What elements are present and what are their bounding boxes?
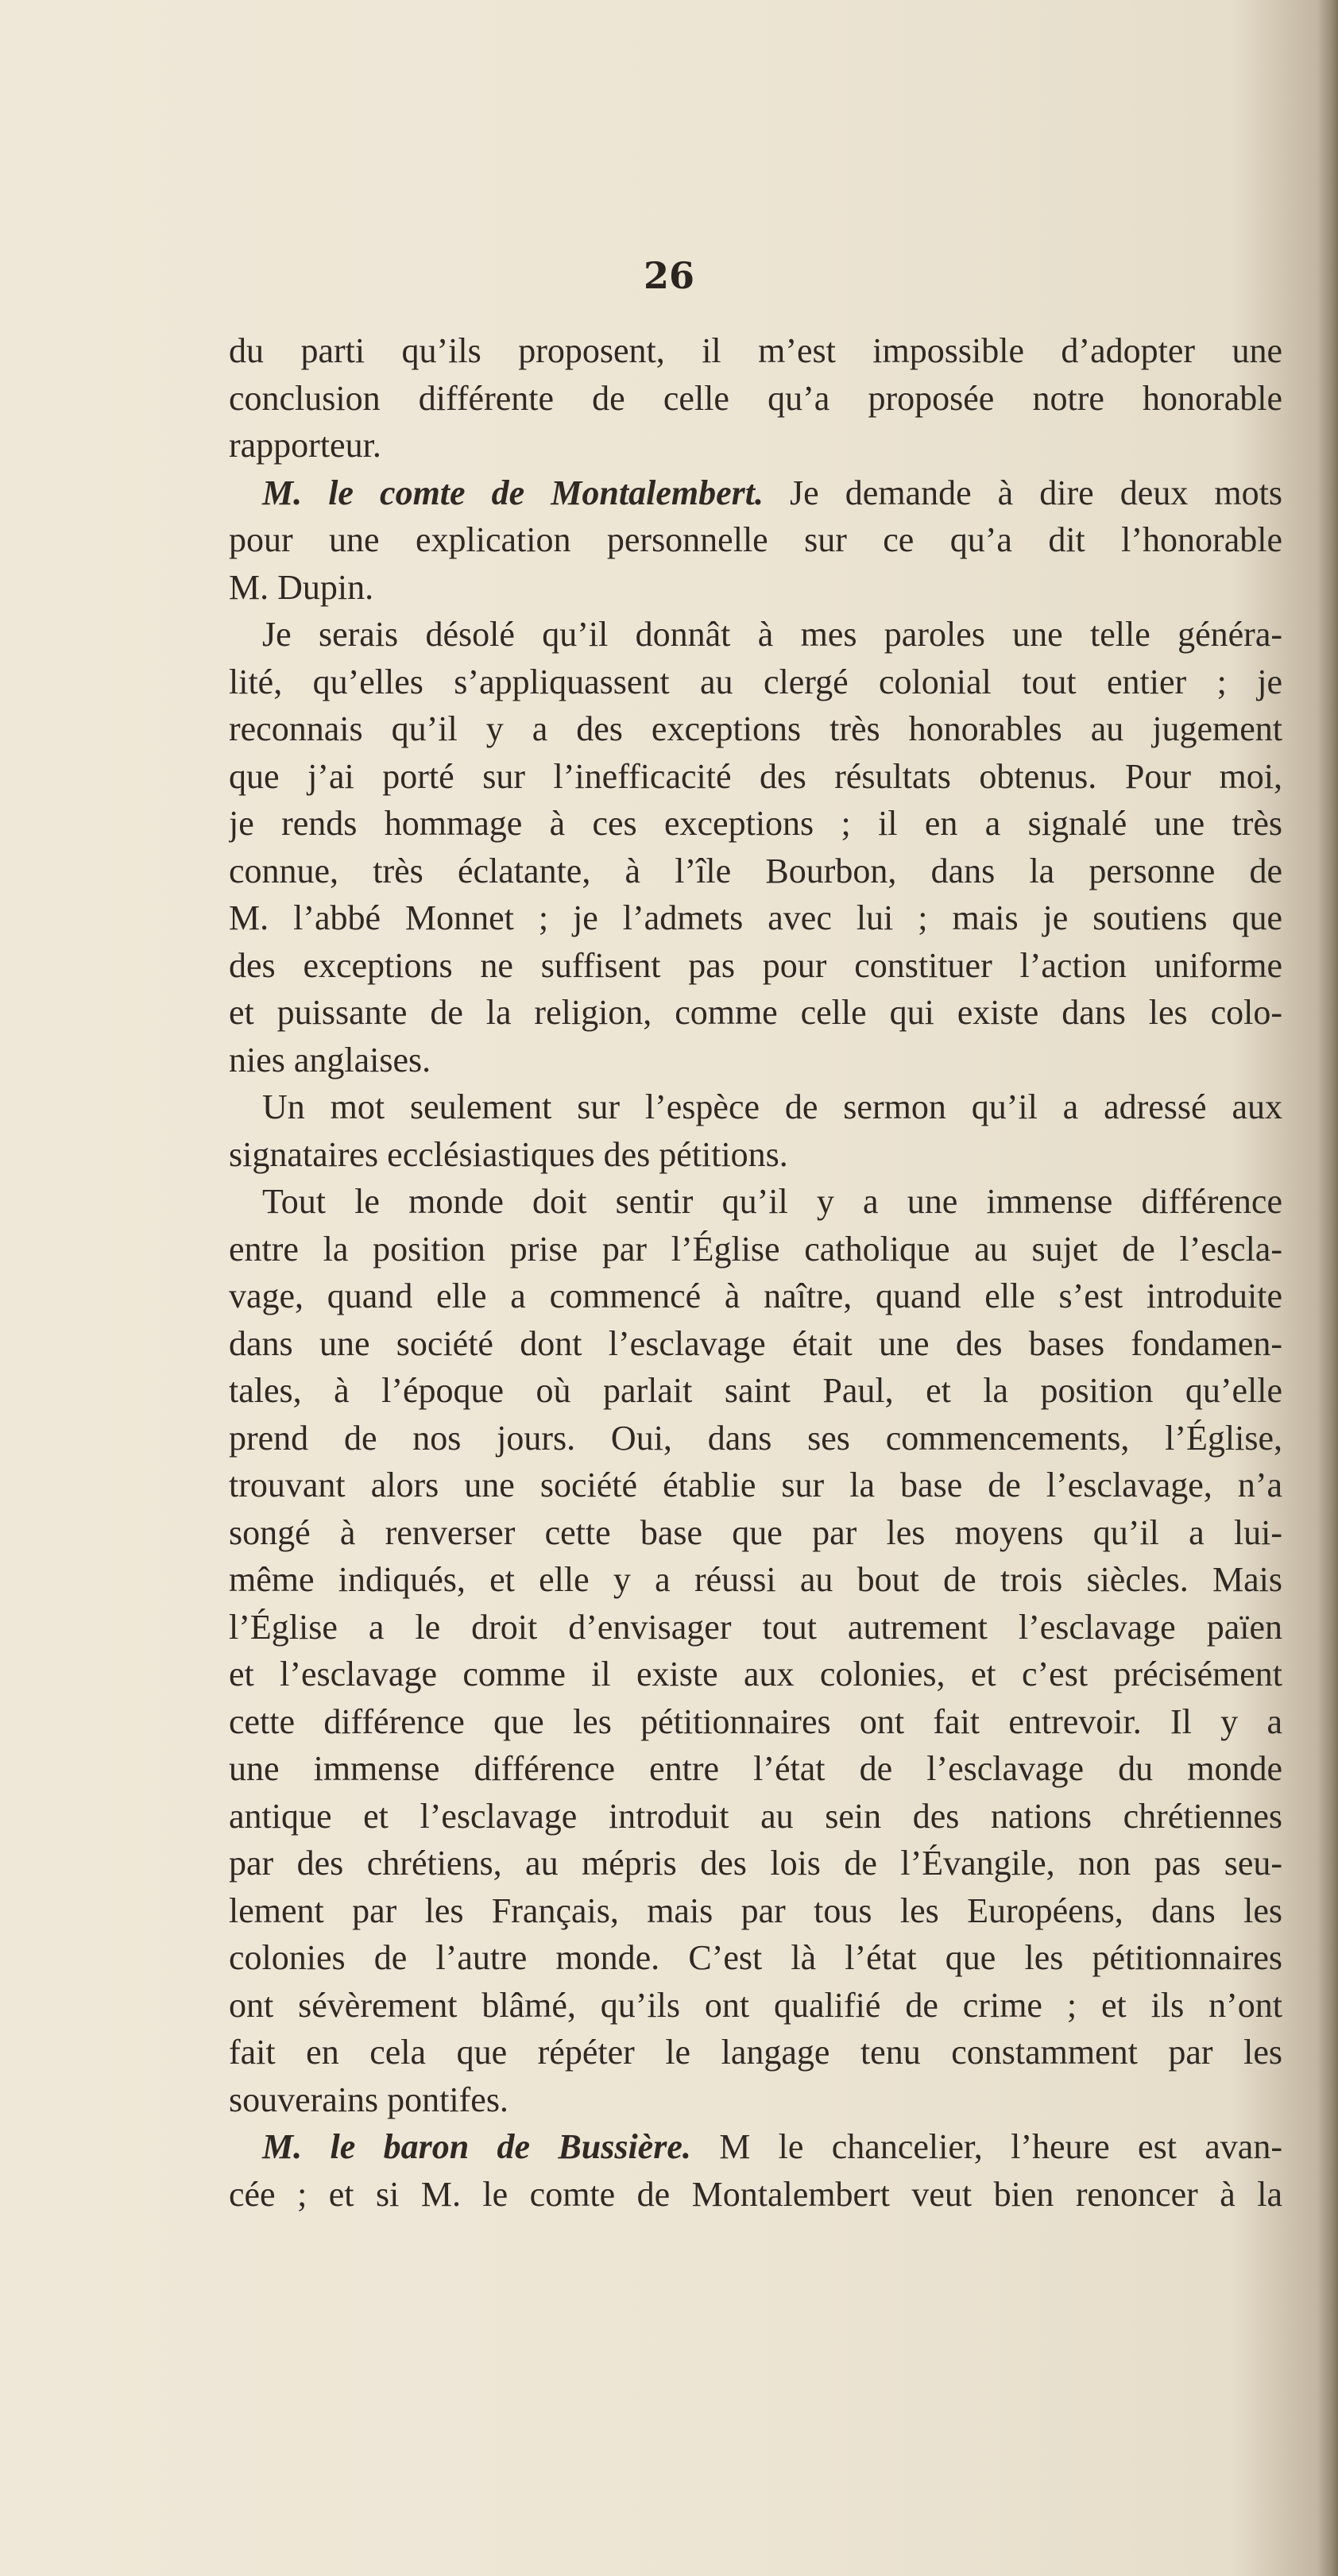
line-text: souverains pontifes. bbox=[229, 2080, 509, 2119]
text-line bbox=[229, 848, 1282, 895]
line-text: M. Dupin. bbox=[229, 567, 374, 607]
text-line bbox=[229, 375, 1282, 423]
line-text: et l’esclavage comme il existe aux colonies, et c’est précisément bbox=[229, 1655, 1282, 1694]
text-line bbox=[229, 2171, 1282, 2219]
text-line bbox=[229, 1131, 1282, 1179]
line-text: l’Église a le droit d’envisager tout autrement l’esclavage païen bbox=[229, 1607, 1282, 1647]
line-text: dans une société dont l’esclavage était une des bases fondamen- bbox=[229, 1323, 1282, 1363]
line-text: connue, très éclatante, à l’île Bourbon, dans la personne de bbox=[229, 851, 1282, 890]
line-text: Je serais désolé qu’il donnât à mes paroles une telle généra- bbox=[262, 615, 1282, 654]
text-line bbox=[229, 989, 1282, 1037]
text-line bbox=[229, 327, 1282, 375]
line-text: et puissante de la religion, comme celle qui existe dans les colo- bbox=[229, 993, 1282, 1032]
text-line bbox=[229, 1982, 1282, 2030]
line-text: Tout le monde doit sentir qu’il y a une immense différence bbox=[262, 1182, 1282, 1221]
line-text: même indiqués, et elle y a réussi au bout de trois siècles. Mais bbox=[229, 1560, 1282, 1599]
text-line bbox=[229, 1178, 1282, 1226]
line-text: par des chrétiens, au mépris des lois de l’Évangile, non pas seu- bbox=[229, 1844, 1282, 1883]
text-line bbox=[229, 894, 1282, 942]
text-line bbox=[229, 942, 1282, 990]
text-line bbox=[229, 1887, 1282, 1935]
text-line bbox=[229, 1320, 1282, 1368]
text-line bbox=[229, 800, 1282, 848]
text-line bbox=[229, 1462, 1282, 1509]
text-line bbox=[229, 658, 1282, 706]
text-line bbox=[229, 1037, 1282, 1084]
spine-shadow bbox=[1317, 0, 1338, 2576]
line-text: Je demande à dire deux mots bbox=[763, 473, 1282, 512]
line-text: conclusion différente de celle qu’a proposée notre honorable bbox=[229, 378, 1282, 418]
text-line bbox=[229, 564, 1282, 612]
speaker-name: M. le baron de Bussière. bbox=[262, 2127, 691, 2166]
text-line bbox=[229, 2029, 1282, 2076]
line-text: colonies de l’autre monde. C’est là l’état que les pétitionnaires bbox=[229, 1938, 1282, 1977]
text-line bbox=[229, 516, 1282, 564]
text-line bbox=[229, 1934, 1282, 1982]
text-line bbox=[229, 1509, 1282, 1557]
text-line bbox=[229, 705, 1282, 753]
text-line bbox=[229, 1840, 1282, 1887]
line-text: une immense différence entre l’état de l’esclavage du monde bbox=[229, 1749, 1282, 1788]
line-text: que j’ai porté sur l’inefficacité des résultats obtenus. Pour moi, bbox=[229, 756, 1282, 796]
line-text: M le chancelier, l’heure est avan- bbox=[690, 2127, 1282, 2166]
line-text: du parti qu’ils proposent, il m’est impossible d’adopter une bbox=[229, 331, 1282, 370]
line-text: prend de nos jours. Oui, dans ses commencements, l’Église, bbox=[229, 1418, 1282, 1458]
line-text: signataires ecclésiastiques des pétitions. bbox=[229, 1134, 788, 1174]
line-text: nies anglaises. bbox=[229, 1040, 431, 1079]
line-text: cée ; et si M. le comte de Montalembert veut bien renoncer à la bbox=[229, 2174, 1282, 2214]
line-text: songé à renverser cette base que par les moyens qu’il a lui- bbox=[229, 1512, 1282, 1552]
line-text: des exceptions ne suffisent pas pour constituer l’action uniforme bbox=[229, 945, 1282, 985]
line-text: cette différence que les pétitionnaires ont fait entrevoir. Il y a bbox=[229, 1701, 1282, 1741]
line-text: rapporteur. bbox=[229, 426, 381, 465]
text-line bbox=[229, 1367, 1282, 1415]
text-line bbox=[229, 1226, 1282, 1273]
text-line bbox=[229, 611, 1282, 658]
line-text: pour une explication personnelle sur ce qu’a dit l’honorable bbox=[229, 520, 1282, 559]
line-text: reconnais qu’il y a des exceptions très honorables au jugement bbox=[229, 709, 1282, 748]
text-line bbox=[229, 1083, 1282, 1131]
text-line bbox=[229, 1651, 1282, 1698]
line-text: vage, quand elle a commencé à naître, quand elle s’est introduite bbox=[229, 1276, 1282, 1315]
text-line bbox=[229, 1415, 1282, 1462]
text-line bbox=[229, 469, 1282, 517]
text-line bbox=[229, 2123, 1282, 2171]
text-line bbox=[229, 753, 1282, 801]
line-text: entre la position prise par l’Église catholique au sujet de l’escla- bbox=[229, 1229, 1282, 1269]
text-line bbox=[229, 1698, 1282, 1746]
line-text: Un mot seulement sur l’espèce de sermon qu’il a adressé aux bbox=[262, 1087, 1282, 1126]
speaker-name: M. le comte de Montalembert. bbox=[262, 473, 764, 512]
text-line bbox=[229, 1793, 1282, 1840]
page-number: 26 bbox=[643, 254, 694, 297]
text-line bbox=[229, 1745, 1282, 1793]
text-line bbox=[229, 422, 1282, 469]
line-text: lement par les Français, mais par tous les Européens, dans les bbox=[229, 1890, 1282, 1930]
line-text: trouvant alors une société établie sur la base de l’esclavage, n’a bbox=[229, 1466, 1282, 1504]
line-text: je rends hommage à ces exceptions ; il en a signalé une très bbox=[229, 804, 1282, 843]
body-text bbox=[229, 327, 1282, 2218]
line-text: M. l’abbé Monnet ; je l’admets avec lui ; mais je soutiens que bbox=[229, 898, 1282, 937]
line-text: ont sévèrement blâmé, qu’ils ont qualifié de crime ; et ils n’ont bbox=[229, 1985, 1282, 2025]
text-line bbox=[229, 2076, 1282, 2124]
text-line bbox=[229, 1273, 1282, 1320]
line-text: antique et l’esclavage introduit au sein des nations chrétiennes bbox=[229, 1796, 1282, 1836]
line-text: fait en cela que répéter le langage tenu constamment par les bbox=[229, 2033, 1282, 2072]
text-line bbox=[229, 1604, 1282, 1651]
line-text: lité, qu’elles s’appliquassent au clergé colonial tout entier ; je bbox=[229, 662, 1282, 701]
line-text: tales, à l’époque où parlait saint Paul, et la position qu’elle bbox=[229, 1371, 1282, 1410]
text-line bbox=[229, 1556, 1282, 1604]
